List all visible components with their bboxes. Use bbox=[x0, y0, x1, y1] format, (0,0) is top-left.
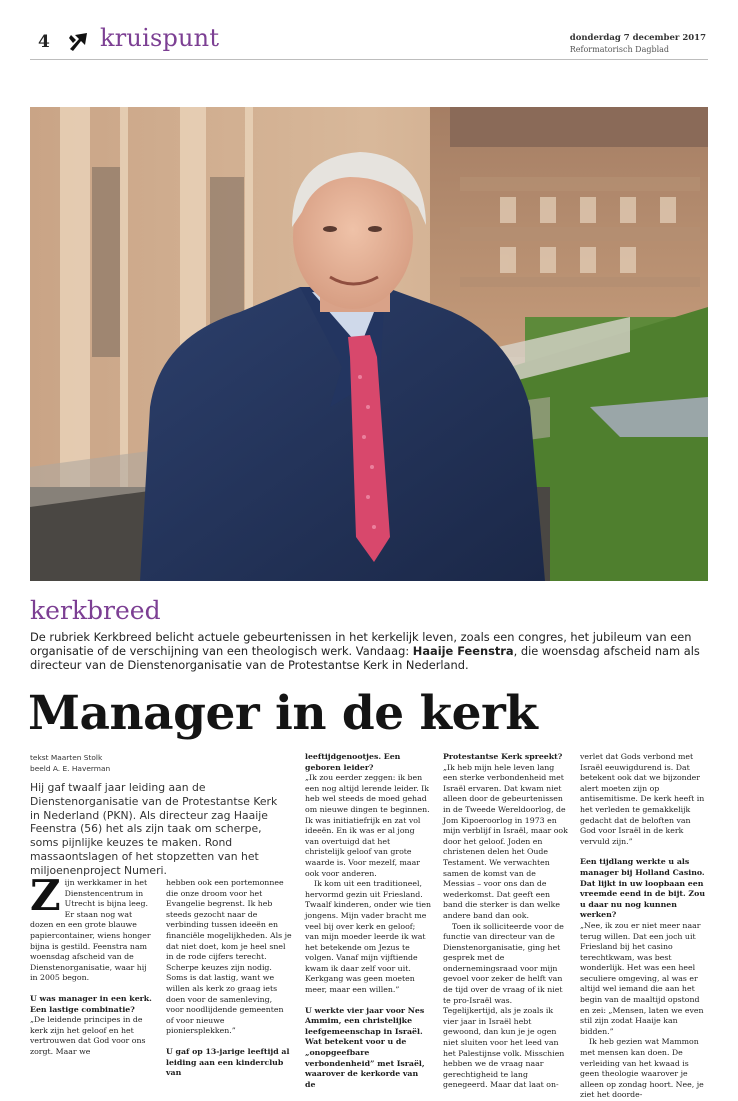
kruispunt-arrow-icon bbox=[68, 30, 90, 52]
paragraph: hebben ook een portemonnee die onze droom voor het Evangelie begrenst. Ik heb steeds gezocht naar de verbinding tussen ideeën en financiële mogelijkheden. Als je dat niet doet, kom je heel snel in de rode cijfers terecht. Scherpe keuzes zijn nodig. Soms is dat lastig, want we willen als kerk zo graag iets doen voor de samenleving, voor noodlijdende gemeenten of voor nieuwe pioniersplekken.” bbox=[166, 878, 292, 1036]
issue-date: donderdag 7 december 2017 bbox=[569, 33, 706, 43]
column-5 bbox=[580, 752, 708, 1101]
column-4 bbox=[443, 752, 569, 1091]
paragraph: Toen ik solliciteerde voor de functie van directeur van de Dienstenorganisatie, ging het gesprek met de ondernemingsraad voor mijn gevoel voor zeker de helft van de tijd over de vraag of ik niet te pro-Israël was. Tegelijkertijd, als je zoals ik vier jaar in Israël hebt gewoond, dan kun je je ogen niet sluiten voor het leed van het Palestijnse volk. Misschien hebben we de vraag naar gerechtigheid te lang genegeerd. Maar dat laat on- bbox=[443, 921, 565, 1090]
interview-question: Protestantse Kerk spreekt? bbox=[443, 752, 563, 761]
section-title: kruispunt bbox=[100, 24, 220, 52]
article-lede: Hij gaf twaalf jaar leiding aan de Dienstenorganisatie van de Protestantse Kerk in Nederland (PKN). Als directeur zag Haaije Feenstra (56) het als zijn taak om scherpe, soms pijnlijke keuzes te maken. Rond massaontslagen of het stopzetten van het miljoenenproject Numeri. bbox=[30, 781, 278, 877]
page-header bbox=[30, 26, 708, 60]
intro-name: Haaije Feenstra bbox=[412, 644, 514, 659]
author-credit: tekst Maarten Stolk bbox=[30, 753, 103, 762]
interview-question: U was manager in een kerk. Een lastige combinatie? bbox=[30, 993, 152, 1014]
page-number: 4 bbox=[38, 32, 50, 52]
interview-question: U werkte vier jaar voor Nes Ammim, een christelijke leefgemeenschap in Israël. Wat betekent voor u de „onopgeefbare verbondenheid” met Israël, waarover de kerkorde van de bbox=[305, 1005, 425, 1089]
column-2 bbox=[166, 878, 292, 1079]
intro-before: De rubriek Kerkbreed belicht actuele gebeurtenissen in het kerkelijk leven, zoals een congres, het jubileum van een organisatie of de verschijning van een theologisch werk. Vandaag: bbox=[30, 630, 692, 659]
intro-text bbox=[30, 630, 702, 673]
article-headline: Manager in de kerk bbox=[28, 686, 538, 741]
paragraph: Ik heb gezien wat Mammon met mensen kan doen. De verleiding van het kwaad is geen theologie waarover je alleen op zondag hoort. Nee, je ziet het doorde- bbox=[580, 1037, 704, 1100]
intro-after: , die woensdag afscheid nam als directeur van de Dienstenorganisatie van de Protestantse Kerk in Nederland. bbox=[30, 644, 700, 673]
portrait-photo bbox=[30, 107, 708, 581]
byline bbox=[30, 752, 110, 774]
photo-credit: beeld A. E. Haverman bbox=[30, 764, 111, 773]
column-3 bbox=[305, 752, 431, 1090]
paragraph: „De leidende principes in de kerk zijn het geloof en het vertrouwen dat God voor ons zorgt. Maar we bbox=[30, 1015, 146, 1056]
kicker-title: kerkbreed bbox=[30, 596, 161, 625]
interview-question: Een tijdlang werkte u als manager bij Holland Casino. Dat lijkt in uw loopbaan een vreemde eend in de bijt. Zou u daar nu nog kunnen werken? bbox=[580, 857, 705, 920]
newspaper-name: Reformatorisch Dagblad bbox=[569, 45, 670, 54]
paragraph: Ik kom uit een traditioneel, hervormd gezin uit Friesland. Twaalf kinderen, onder wie tien jongens. Mijn vader bracht me veel bij over kerk en geloof; van mijn moeder leerde ik wat het betekende om Jezus te volgen. Vanaf mijn vijftiende kwam ik daar zelf voor uit. Kerkgang was geen moeten meer, maar een willen.” bbox=[305, 879, 431, 995]
column-1 bbox=[30, 871, 156, 1058]
paragraph: „Ik heb mijn hele leven lang een sterke verbondenheid met Israël ervaren. Dat kwam niet alleen door de gebeurtenissen in de Tweede Wereldoorlog, de Jom Kipoeroorlog in 1973 en mijn verblijf in Israël, maar ook door het geloof. Joden en christenen delen het Oude Testament. We verwachten samen de komst van de Messias – voor ons dan de wederkomst. Dat geeft een band die sterker is dan welke andere band dan ook. bbox=[443, 762, 568, 920]
paragraph: „Ik zou eerder zeggen: ik ben een nog altijd lerende leider. Ik heb wel steeds de moed gehad om nieuwe dingen te beginnen. Ik was initiatiefrijk en zat vol ideeën. En ik was er al jong van overtuigd dat het christelijk geloof van grote waarde is. Voor mezelf, maar ook voor anderen. bbox=[305, 773, 430, 878]
paragraph: ijn werkkamer in het Dienstencentrum in Utrecht is bijna leeg. Er staan nog wat dozen en een grote blauwe papiercontainer, wiens honger bijna is gestild. Feenstra nam woensdag afscheid van de Dienstenorganisatie, waar hij in 2005 begon. bbox=[30, 878, 151, 983]
header-meta bbox=[570, 33, 706, 54]
paragraph: „Nee, ik zou er niet meer naar terug willen. Dat een joch uit Friesland bij het casino terechtkwam, was best wonderlijk. Het was een heel seculiere omgeving, al was er altijd wel iemand die aan het begin van de maaltijd opstond en zei: „Mensen, laten we even stil zijn zodat Haaije kan bidden.” bbox=[580, 920, 704, 1036]
drop-cap: Z bbox=[30, 871, 61, 920]
interview-question: U gaf op 13-jarige leeftijd al leiding aan een kinderclub van bbox=[166, 1046, 290, 1078]
paragraph: verlet dat Gods verbond met Israël eeuwigdurend is. Dat betekent ook dat we bijzonder alert moeten zijn op antisemitisme. De kerk heeft in het verleden te gemakkelijk gedacht dat de beloften van God voor Israël in de kerk vervuld zijn.” bbox=[580, 752, 705, 846]
interview-question: leeftijdgenootjes. Een geboren leider? bbox=[305, 752, 401, 772]
